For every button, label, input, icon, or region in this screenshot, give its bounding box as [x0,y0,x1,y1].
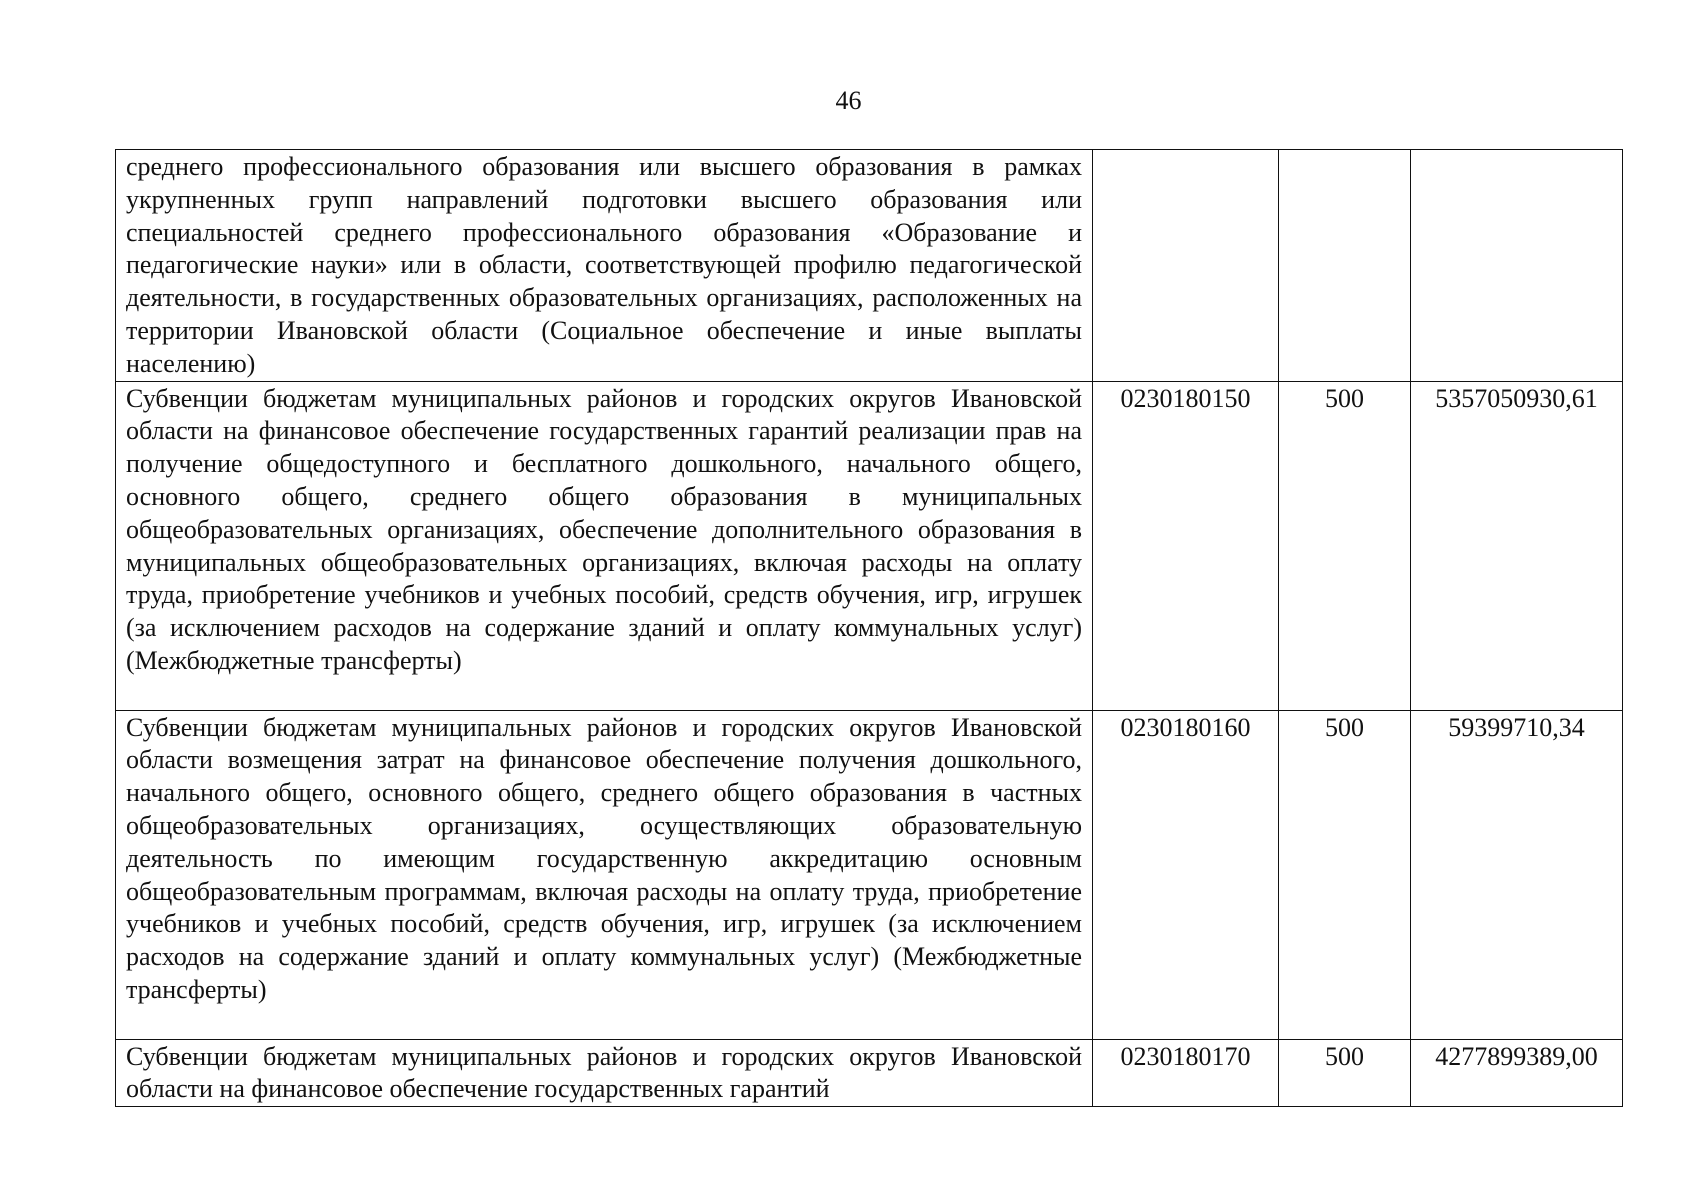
row-expense-type: 500 [1279,381,1411,710]
row-amount: 4277899389,00 [1411,1039,1623,1107]
row-description: Субвенции бюджетам муниципальных районов и городских округов Ивановской области на финансовое обеспечение государственных гарантий реализации прав на получение общедоступного и бесплатного дошкольного, начального общего, основного общего, среднего общего образования в муниципальных общеобразовательных организациях, обеспечение дополнительного образования в муниципальных общеобразовательных организациях, включая расходы на оплату труда, приобретение учебников и учебных пособий, средств обучения, игр, игрушек (за исключением расходов на содержание зданий и оплату коммунальных услуг) (Межбюджетные трансферты) [116,381,1093,710]
row-amount: 5357050930,61 [1411,381,1623,710]
row-expense-type [1279,150,1411,382]
row-description: Субвенции бюджетам муниципальных районов и городских округов Ивановской области возмещения затрат на финансовое обеспечение получения дошкольного, начального общего, основного общего, среднего общего образования в частных общеобразовательных организациях, осуществляющих образовательную деятельность по имеющим государственную аккредитацию основным общеобразовательным программам, включая расходы на оплату труда, приобретение учебников и учебных пособий, средств обучения, игр, игрушек (за исключением расходов на содержание зданий и оплату коммунальных услуг) (Межбюджетные трансферты) [116,710,1093,1039]
row-expense-type: 500 [1279,710,1411,1039]
row-target-code [1093,150,1279,382]
page-number: 46 [835,86,862,115]
table-row [116,150,1623,382]
row-amount: 59399710,34 [1411,710,1623,1039]
row-expense-type: 500 [1279,1039,1411,1107]
row-target-code: 0230180170 [1093,1039,1279,1107]
row-description: Субвенции бюджетам муниципальных районов и городских округов Ивановской области на финансовое обеспечение государственных гарантий [116,1039,1093,1107]
row-amount [1411,150,1623,382]
table-row [116,710,1623,1039]
budget-table [115,149,1623,1107]
row-description: среднего профессионального образования или высшего образования в рамках укрупненных групп направлений подготовки высшего образования или специальностей среднего профессионального образования «Образование и педагогические науки» или в области, соответствующей профилю педагогической деятельности, в государственных образовательных организациях, расположенных на территории Ивановской области (Социальное обеспечение и иные выплаты населению) [116,150,1093,382]
table-row [116,1039,1623,1107]
table-row [116,381,1623,710]
row-target-code: 0230180160 [1093,710,1279,1039]
row-target-code: 0230180150 [1093,381,1279,710]
